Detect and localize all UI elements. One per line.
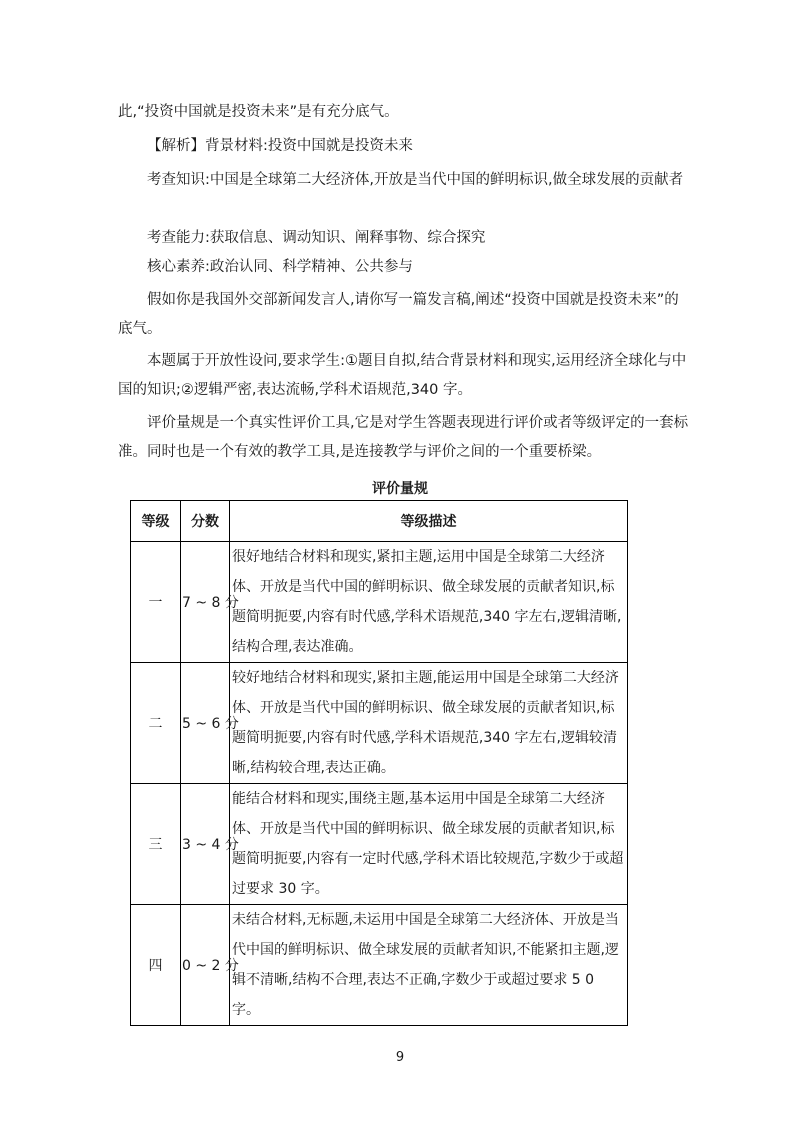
paragraph-analysis: 【解析】背景材料:投资中国就是投资未来 [147,138,413,154]
table-title: 评价量规 [372,481,428,497]
description-cell: 很好地结合材料和现实,紧扣主题,运用中国是全球第二大经济体、开放是当代中国的鲜明标识、做全球发展的贡献者知识,标题简明扼要,内容有时代感,学科术语规范,340 字左右,逻辑清晰,结构合理,表达准确。 [230,542,628,663]
grade-cell: 四 [131,905,181,1026]
description-cell: 未结合材料,无标题,未运用中国是全球第二大经济体、开放是当代中国的鲜明标识、做全球发展的贡献者知识,不能紧扣主题,逻辑不清晰,结构不合理,表达不正确,字数少于或超过要求 5 0 字。 [230,905,628,1026]
page-number: 9 [395,1050,405,1065]
table-row [131,905,628,1026]
paragraph-prompt: 假如你是我国外交部新闻发言人,请你写一篇发言稿,阐述“投资中国就是投资未来”的底气。 [118,292,679,337]
paragraph-requirements: 本题属于开放性设问,要求学生:①题目自拟,结合背景材料和现实,运用经济全球化与中国的知识;②逻辑严密,表达流畅,学科术语规范,340 字。 [118,353,687,398]
paragraph-conclusion: 此,“投资中国就是投资未来”是有充分底气。 [118,104,399,120]
description-cell: 能结合材料和现实,围绕主题,基本运用中国是全球第二大经济体、开放是当代中国的鲜明标识、做全球发展的贡献者知识,标题简明扼要,内容有一定时代感,学科术语比较规范,字数少于或超过要求 30 字。 [230,784,628,905]
header-grade: 等级 [131,501,181,542]
grade-cell: 三 [131,784,181,905]
paragraph-rubric-intro: 评价量规是一个真实性评价工具,它是对学生答题表现进行评价或者等级评定的一套标准。同时也是一个有效的教学工具,是连接教学与评价之间的一个重要桥梁。 [118,415,689,460]
table-row [131,784,628,905]
grade-cell: 一 [131,542,181,663]
grade-cell: 二 [131,663,181,784]
header-description: 等级描述 [230,501,628,542]
header-score: 分数 [181,501,230,542]
rubric-table [130,500,628,1026]
table-row [131,542,628,663]
score-cell: 7 ~ 8 分 [181,542,230,663]
paragraph-literacy: 核心素养:政治认同、科学精神、公共参与 [147,259,413,275]
paragraph-knowledge: 考查知识:中国是全球第二大经济体,开放是当代中国的鲜明标识,做全球发展的贡献者 [147,172,684,188]
paragraph-ability: 考查能力:获取信息、调动知识、阐释事物、综合探究 [147,230,486,246]
score-cell: 3 ~ 4 分 [181,784,230,905]
description-cell: 较好地结合材料和现实,紧扣主题,能运用中国是全球第二大经济体、开放是当代中国的鲜明标识、做全球发展的贡献者知识,标题简明扼要,内容有时代感,学科术语规范,340 字左右,逻辑较清晰,结构较合理,表达正确。 [230,663,628,784]
table-header-row [131,501,628,542]
score-cell: 0 ~ 2 分 [181,905,230,1026]
table-row [131,663,628,784]
score-cell: 5 ~ 6 分 [181,663,230,784]
